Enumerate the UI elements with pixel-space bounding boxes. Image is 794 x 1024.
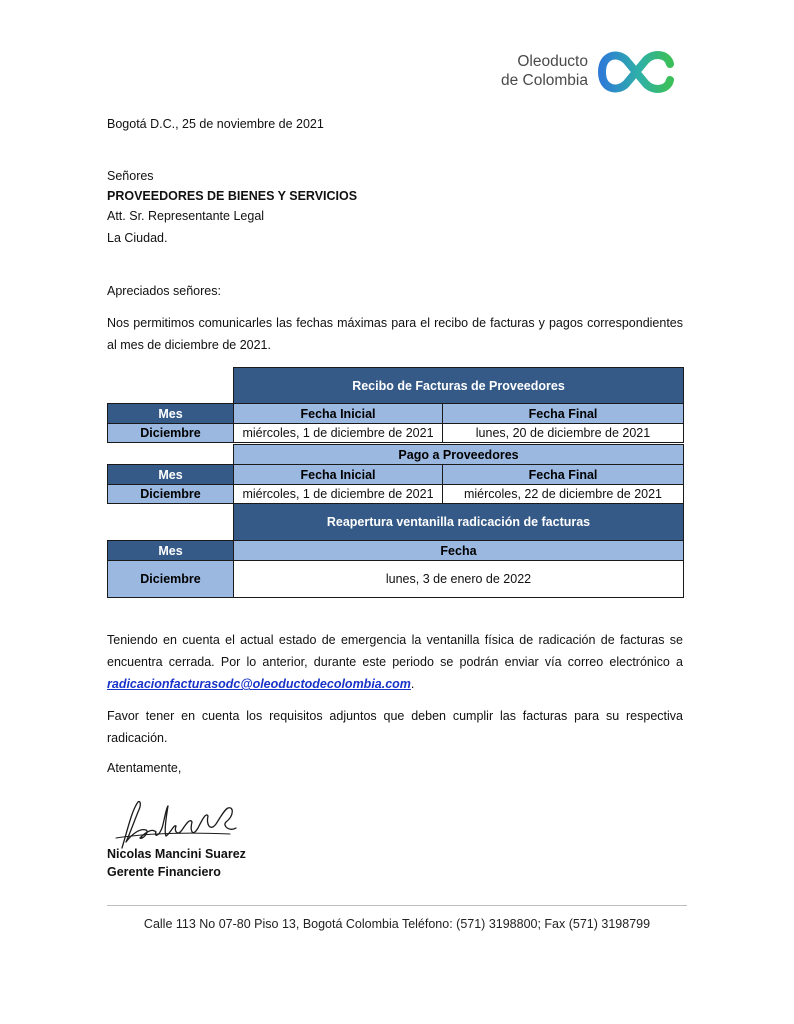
recipient-salutation: Señores [107,169,154,183]
reapertura-fecha: lunes, 3 de enero de 2022 [234,561,684,598]
pago-col-inicial: Fecha Inicial [234,465,443,485]
recipient-company: PROVEEDORES DE BIENES Y SERVICIOS [107,189,358,203]
body-paragraph-1 [107,629,683,695]
reapertura-title: Reapertura ventanilla radicación de facturas [234,504,684,541]
reapertura-table [107,503,684,598]
blank-cell [108,504,234,541]
pago-fecha-inicial: miércoles, 1 de diciembre de 2021 [234,485,443,504]
recibo-col-final: Fecha Final [443,404,684,424]
body-paragraph-2: Favor tener en cuenta los requisitos adjuntos que deben cumplir las facturas para su respectiva radicación. [107,709,683,745]
logo-line-2: de Colombia [500,72,588,89]
recibo-fecha-inicial: miércoles, 1 de diciembre de 2021 [234,424,443,443]
signer-title: Gerente Financiero [107,865,221,879]
reapertura-col-mes: Mes [108,541,234,561]
recibo-col-inicial: Fecha Inicial [234,404,443,424]
body-paragraph-1-end: . [410,677,415,691]
recipient-city: La Ciudad. [107,231,168,245]
pago-title: Pago a Proveedores [234,445,684,465]
blank-cell [108,445,234,465]
body-paragraph-1-text: Teniendo en cuenta el actual estado de emergencia la ventanilla física de radicación de facturas se encuentra cerrada. Por lo anterior, durante este periodo se podrán enviar vía correo electrónico a [107,633,683,669]
logo-wordmark [488,52,588,90]
recibo-mes: Diciembre [108,424,234,443]
recibo-col-mes: Mes [108,404,234,424]
blank-cell [108,368,234,404]
reapertura-col-fecha: Fecha [234,541,684,561]
signer-name: Nicolas Mancini Suarez [107,847,246,861]
recibo-title: Recibo de Facturas de Proveedores [234,368,684,404]
reapertura-mes: Diciembre [108,561,234,598]
company-logo [488,48,678,96]
date-line: Bogotá D.C., 25 de noviembre de 2021 [107,117,324,131]
greeting: Apreciados señores: [107,284,221,298]
pago-col-mes: Mes [108,465,234,485]
closing: Atentamente, [107,761,182,775]
footer-divider [107,905,687,906]
pago-fecha-final: miércoles, 22 de diciembre de 2021 [443,485,684,504]
pago-mes: Diciembre [108,485,234,504]
recipient-attention: Att. Sr. Representante Legal [107,209,265,223]
logo-line-1: Oleoducto [517,53,588,70]
pago-col-final: Fecha Final [443,465,684,485]
footer-address: Calle 113 No 07-80 Piso 13, Bogotá Colombia Teléfono: (571) 3198800; Fax (571) 3198799 [143,917,651,931]
recibo-fecha-final: lunes, 20 de diciembre de 2021 [443,424,684,443]
oc-infinity-logo-icon [596,50,676,94]
pago-table [107,444,684,504]
intro-paragraph: Nos permitimos comunicarles las fechas máximas para el recibo de facturas y pagos correspondientes al mes de diciembre de 2021. [107,316,683,352]
email-link[interactable]: radicacionfacturasodc@oleoductodecolombia.com [107,677,411,691]
recibo-table [107,367,684,443]
